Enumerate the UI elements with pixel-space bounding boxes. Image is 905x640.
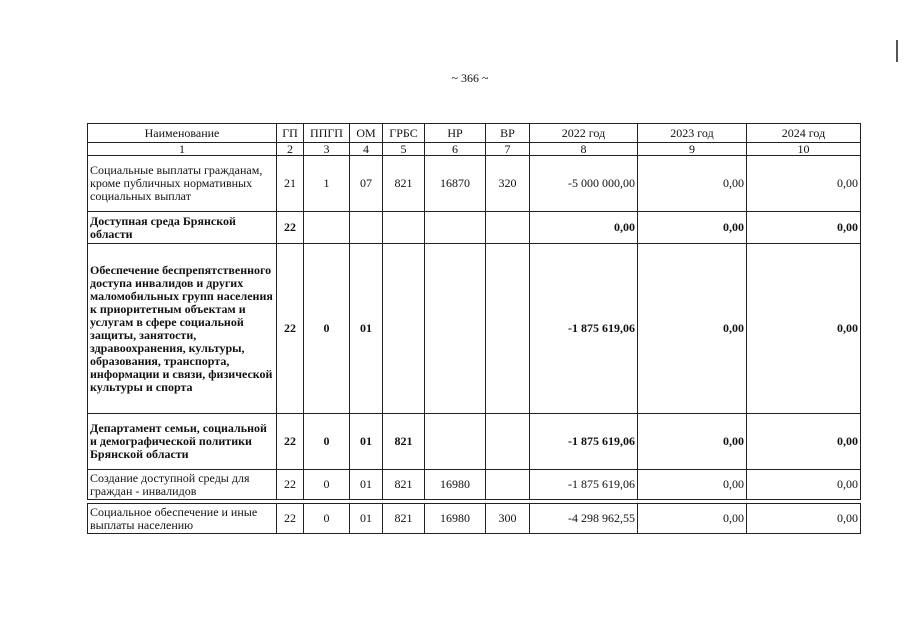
- table-row: [88, 470, 861, 500]
- row-ppgp: 0: [304, 470, 350, 500]
- budget-table: [87, 123, 861, 534]
- header-nr: НР: [425, 124, 486, 143]
- row-grbs: 821: [383, 414, 425, 470]
- row-vr: 320: [486, 156, 530, 212]
- header-2022: 2022 год: [530, 124, 638, 143]
- row-om: [350, 212, 383, 244]
- row-nr: 16980: [425, 470, 486, 500]
- page-number: ~ 366 ~: [451, 71, 489, 85]
- row-om: 01: [350, 504, 383, 534]
- row-nr: 16980: [425, 504, 486, 534]
- row-name: Социальные выплаты гражданам, кроме публичных нормативных социальных выплат: [88, 156, 277, 212]
- column-number: 10: [747, 143, 861, 156]
- column-number: 5: [383, 143, 425, 156]
- column-number: 7: [486, 143, 530, 156]
- header-ppgp: ППГП: [304, 124, 350, 143]
- row-ppgp: 0: [304, 244, 350, 414]
- row-grbs: [383, 244, 425, 414]
- header-name: Наименование: [88, 124, 277, 143]
- row-2022: 0,00: [530, 212, 638, 244]
- row-2024: 0,00: [747, 156, 861, 212]
- row-2022: -5 000 000,00: [530, 156, 638, 212]
- row-2022: -1 875 619,06: [530, 470, 638, 500]
- table-row: [88, 504, 861, 534]
- row-ppgp: 0: [304, 414, 350, 470]
- row-2024: 0,00: [747, 212, 861, 244]
- column-number: 2: [277, 143, 304, 156]
- row-2023: 0,00: [638, 470, 747, 500]
- row-gp: 22: [277, 470, 304, 500]
- row-ppgp: 0: [304, 504, 350, 534]
- row-vr: [486, 414, 530, 470]
- column-number: 9: [638, 143, 747, 156]
- row-om: 01: [350, 470, 383, 500]
- row-name: Обеспечение беспрепятственного доступа инвалидов и других маломобильных групп населения к приоритетным объектам и услугам в сфере социальной защиты, занятости, здравоохранения, культуры, образования, транспорта, информации и связи, физической культуры и спорта: [88, 244, 277, 414]
- row-2023: 0,00: [638, 504, 747, 534]
- row-2024: 0,00: [747, 504, 861, 534]
- column-number-row: [88, 143, 861, 156]
- row-gp: 22: [277, 504, 304, 534]
- column-number: 1: [88, 143, 277, 156]
- header-row: [88, 124, 861, 143]
- row-grbs: 821: [383, 156, 425, 212]
- row-name: Департамент семьи, социальной и демографической политики Брянской области: [88, 414, 277, 470]
- row-gp: 22: [277, 244, 304, 414]
- row-2023: 0,00: [638, 414, 747, 470]
- row-vr: 300: [486, 504, 530, 534]
- row-grbs: 821: [383, 470, 425, 500]
- row-2022: -1 875 619,06: [530, 414, 638, 470]
- row-om: 07: [350, 156, 383, 212]
- row-gp: 21: [277, 156, 304, 212]
- row-nr: [425, 212, 486, 244]
- column-number: 3: [304, 143, 350, 156]
- row-ppgp: 1: [304, 156, 350, 212]
- row-ppgp: [304, 212, 350, 244]
- row-2023: 0,00: [638, 244, 747, 414]
- row-name: Создание доступной среды для граждан - инвалидов: [88, 470, 277, 500]
- table-row: [88, 414, 861, 470]
- header-gp: ГП: [277, 124, 304, 143]
- header-om: ОМ: [350, 124, 383, 143]
- row-name: Социальное обеспечение и иные выплаты населению: [88, 504, 277, 534]
- row-2022: -1 875 619,06: [530, 244, 638, 414]
- table-row: [88, 244, 861, 414]
- column-number: 6: [425, 143, 486, 156]
- table-row: [88, 212, 861, 244]
- header-vr: ВР: [486, 124, 530, 143]
- row-gp: 22: [277, 414, 304, 470]
- row-2024: 0,00: [747, 244, 861, 414]
- row-gp: 22: [277, 212, 304, 244]
- header-2023: 2023 год: [638, 124, 747, 143]
- row-nr: [425, 244, 486, 414]
- row-vr: [486, 212, 530, 244]
- row-2024: 0,00: [747, 414, 861, 470]
- row-nr: 16870: [425, 156, 486, 212]
- row-grbs: 821: [383, 504, 425, 534]
- header-grbs: ГРБС: [383, 124, 425, 143]
- row-name: Доступная среда Брянской области: [88, 212, 277, 244]
- row-2022: -4 298 962,55: [530, 504, 638, 534]
- row-2023: 0,00: [638, 212, 747, 244]
- row-2023: 0,00: [638, 156, 747, 212]
- row-2024: 0,00: [747, 470, 861, 500]
- row-grbs: [383, 212, 425, 244]
- row-om: 01: [350, 414, 383, 470]
- row-om: 01: [350, 244, 383, 414]
- header-2024: 2024 год: [747, 124, 861, 143]
- row-vr: [486, 244, 530, 414]
- row-nr: [425, 414, 486, 470]
- table-row: [88, 156, 861, 212]
- row-vr: [486, 470, 530, 500]
- scan-edge-mark: [896, 40, 898, 62]
- column-number: 4: [350, 143, 383, 156]
- column-number: 8: [530, 143, 638, 156]
